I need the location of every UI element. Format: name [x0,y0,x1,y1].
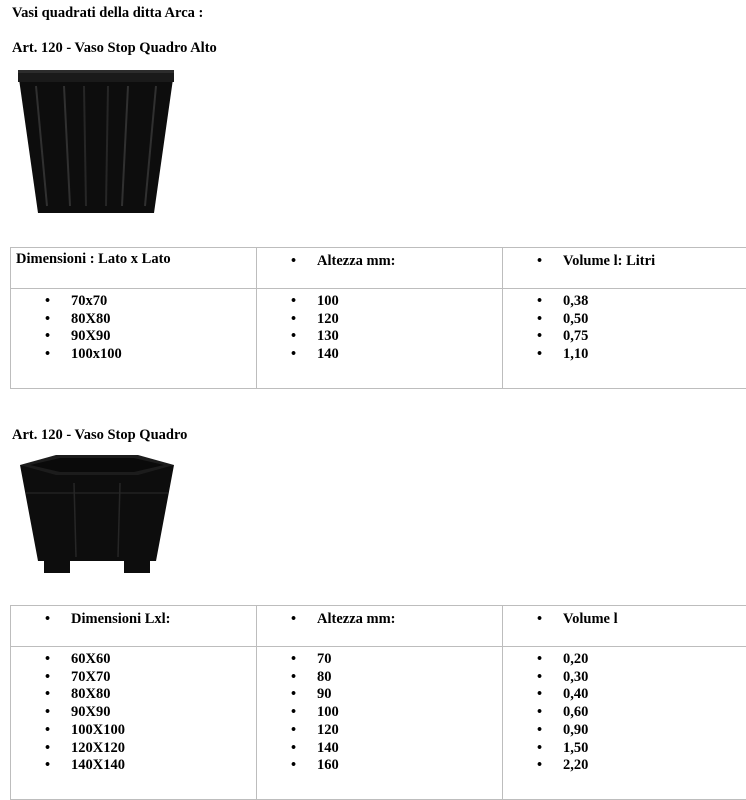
list-item: • 0,90 [503,722,746,740]
tall-square-black-pot-image [14,66,178,216]
list-item: • 100 [257,293,502,311]
list-item: • 70x70 [11,293,256,311]
list-item: • 0,60 [503,704,746,722]
table-header-row [11,248,746,289]
table-body-row [11,289,746,389]
list-item: • 90 [257,686,502,704]
table-body-row [11,647,746,800]
list-item: • 2,20 [503,757,746,775]
list-item: • 100X100 [11,722,256,740]
product-1-title: Art. 120 - Vaso Stop Quadro Alto [12,40,217,56]
list-item: • 140X140 [11,757,256,775]
header-volume: • Volume l: Litri [503,252,746,270]
list-item: • 0,20 [503,651,746,669]
header-dimensions: Dimensioni : Lato x Lato [16,251,171,267]
page-title: Vasi quadrati della ditta Arca : [12,5,204,21]
spec-table-1 [10,247,746,389]
list-item: • 120X120 [11,740,256,758]
list-item: • 70X70 [11,669,256,687]
list-item: • 140 [257,740,502,758]
list-item: • 1,10 [503,346,746,364]
product-2-title: Art. 120 - Vaso Stop Quadro [12,427,188,443]
list-item: • 80 [257,669,502,687]
list-item: • 0,75 [503,328,746,346]
list-item: • 0,38 [503,293,746,311]
spec-table-2 [10,605,746,800]
list-item: • 0,50 [503,311,746,329]
header-height: • Altezza mm: [257,252,502,270]
list-item: • 140 [257,346,502,364]
header-dimensions: • Dimensioni Lxl: [11,610,256,628]
list-item: • 80X80 [11,311,256,329]
list-item: • 100 [257,704,502,722]
list-item: • 90X90 [11,704,256,722]
list-item: • 90X90 [11,328,256,346]
list-item: • 130 [257,328,502,346]
list-item: • 60X60 [11,651,256,669]
list-item: • 70 [257,651,502,669]
list-item: • 120 [257,311,502,329]
header-height: • Altezza mm: [257,610,502,628]
list-item: • 0,30 [503,669,746,687]
table-header-row [11,606,746,647]
list-item: • 1,50 [503,740,746,758]
square-black-pot-image [16,453,178,575]
list-item: • 0,40 [503,686,746,704]
list-item: • 120 [257,722,502,740]
list-item: • 80X80 [11,686,256,704]
header-volume: • Volume l [503,610,746,628]
list-item: • 160 [257,757,502,775]
list-item: • 100x100 [11,346,256,364]
